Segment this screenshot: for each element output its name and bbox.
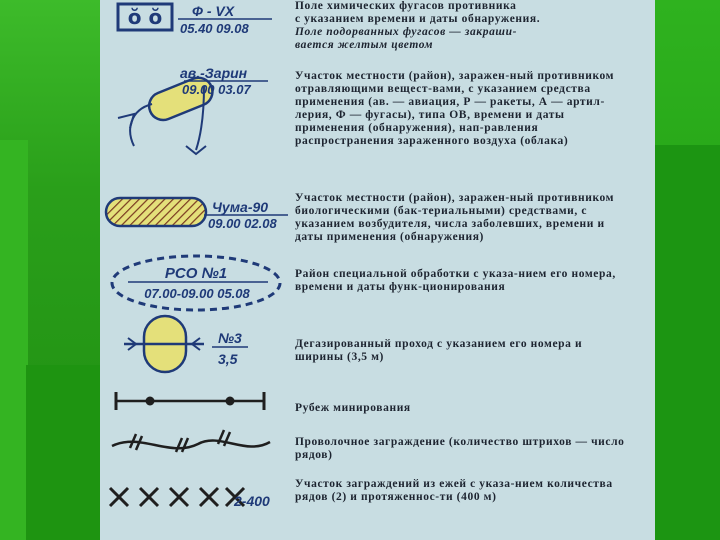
s2-datetime: 09.00 03.07 — [182, 82, 251, 97]
s3-datetime: 09.00 02.08 — [208, 216, 277, 231]
s1-datetime: 05.40 09.08 — [180, 21, 249, 36]
entry-3: Участок местности (район), заражен-ный противником биологическими (бак-териальными) средствами, с указанием возбудителя, числа заболевших, времени и даты применения (обнаружения) — [295, 192, 615, 243]
background-stripe — [26, 365, 100, 540]
mine-glyph-icon: ŏ ŏ — [127, 5, 163, 29]
s3-code: Чума-90 — [212, 199, 269, 215]
s4-code: РСО №1 — [164, 265, 228, 282]
entry-1-line2: с указанием времени и даты обнаружения. — [295, 13, 541, 25]
entry-7: Проволочное заграждение (количество штрихов — число рядов) — [295, 436, 625, 461]
contaminated-area-symbol — [118, 65, 268, 154]
s8-count: 2-400 — [234, 493, 270, 509]
entry-1-line3: Поле подорванных фугасов — закраши- — [295, 26, 518, 38]
s5-width: 3,5 — [218, 351, 238, 367]
biological-oval — [106, 198, 206, 226]
mine-dot-icon — [226, 397, 235, 406]
mine-dot-icon — [146, 397, 155, 406]
s4-datetime: 07.00-09.00 05.08 — [144, 286, 250, 301]
background-stripe — [655, 145, 720, 540]
entry-5: Дегазированный проход с указанием его номера и ширины (3,5 м) — [295, 338, 583, 363]
background-stripe — [0, 140, 28, 540]
s5-number: №3 — [218, 330, 242, 346]
biological-area-symbol — [106, 198, 288, 231]
entry-1-line1: Поле химических фугасов противника — [295, 0, 517, 12]
entry-6: Рубеж минирования — [295, 402, 411, 414]
entry-2: Участок местности (район), заражен-ный противником отравляющими вещест-вами, с указанием средства применения (ав. — авиация, Р — ракеты, А — артил-лерия, Ф — фугасы), типа ОВ, времени и даты применения (обнаружения), нап-равления распространения зараженного воздуха (облака) — [295, 70, 615, 147]
entry-8: Участок заграждений из ежей с указа-нием количества рядов (2) и протяженнос-ти (400 м) — [295, 478, 613, 503]
hedgehog-obstacle-symbol — [110, 488, 244, 506]
s1-code: Ф - VX — [192, 3, 235, 19]
wire-obstacle-symbol — [112, 430, 270, 452]
entry-1 — [295, 0, 625, 52]
symbol-column — [100, 0, 300, 540]
document-page — [100, 0, 655, 540]
s2-code: ав.-Зарин — [180, 65, 248, 81]
mining-line-symbol — [116, 392, 264, 410]
chemical-mine-field-symbol — [118, 3, 272, 36]
degassed-passage-symbol — [124, 316, 248, 372]
entry-4: Район специальной обработки с указа-нием его номера, времени и даты функ-ционирования — [295, 268, 616, 293]
entry-1-line4: вается желтым цветом — [295, 39, 434, 51]
treatment-area-symbol — [112, 256, 280, 310]
